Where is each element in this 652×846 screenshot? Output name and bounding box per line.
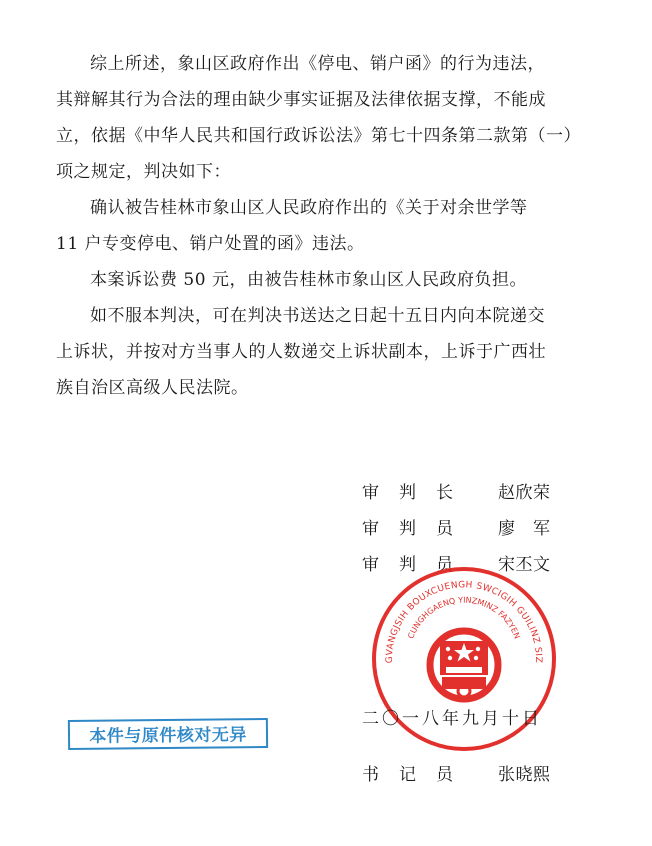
signature-name: 廖 军 [498,519,551,539]
text-line: 11 户专变停电、销户处置的函》违法。 [56,234,365,254]
judgment-date: 二〇一八年九月十日 [362,709,542,729]
text-line: 族自治区高级人民法院。 [56,378,249,398]
paragraph-fee [56,262,596,298]
paragraph-appeal [56,298,596,406]
text-line: 确认被告桂林市象山区人民政府作出的《关于对余世学等 [90,198,528,218]
text-line: 立，依据《中华人民共和国行政诉讼法》第七十四条第二款第（一） [56,126,581,146]
text-line: 其辩解其行为合法的理由缺少事实证据及法律依据支撑，不能成 [56,90,546,110]
text-line: 综上所述，象山区政府作出《停电、销户函》的行为违法， [90,54,545,74]
text-line: 上诉状，并按对方当事人的人数递交上诉状副本，上诉于广西壮 [56,342,546,362]
signature-role: 审判长 [362,483,473,503]
signature-name: 赵欣荣 [498,483,551,503]
certification-stamp: 本件与原件核对无异 [68,718,268,750]
clerk-name: 张晓熙 [498,765,551,785]
svg-text:GVANGJSIH BOUXCUENGH SWCIGIH G: GVANGJSIH BOUXCUENGH SWCIGIH GUILINZ SIZ [384,580,544,664]
text-line: 本案诉讼费 50 元，由被告桂林市象山区人民政府负担。 [90,270,527,290]
paragraph-judgment [56,190,596,262]
paragraph-conclusion [56,46,596,190]
signature-name: 宋丕文 [498,555,551,575]
text-line: 项之规定，判决如下： [56,162,231,182]
signature-role: 审判员 [362,555,473,575]
signature-role: 审判员 [362,519,473,539]
clerk-role: 书记员 [362,765,473,785]
svg-text:CUNGHGAENQ YINZMINZ FAZYEN: CUNGHGAENQ YINZMINZ FAZYEN [406,595,522,641]
text-line: 如不服本判决，可在判决书送达之日起十五日内向本院递交 [90,306,545,326]
